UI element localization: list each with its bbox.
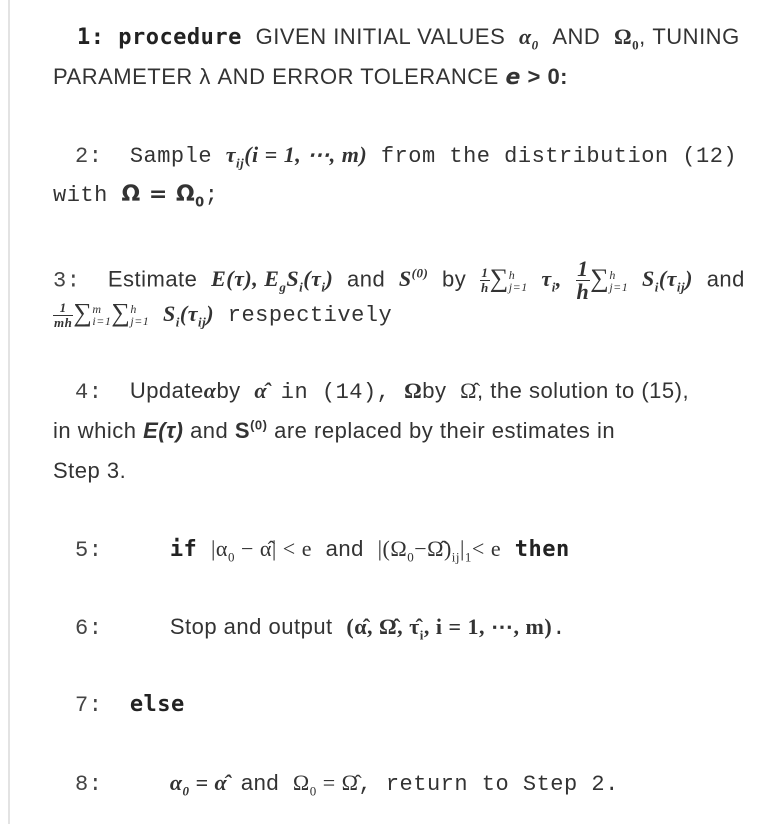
step-1-line-2 (53, 64, 568, 90)
s0-symbol-2: $S^{(0)}$ (234, 417, 268, 443)
step-4-in-which: in which (53, 418, 137, 443)
step-4-update: Update (129, 378, 204, 403)
left-border-rule (8, 0, 10, 824)
fraction-1-over-h: $\frac{1}{h}$ (481, 265, 489, 295)
step-3-line-2 (53, 298, 392, 330)
omega0-assignment: $\Omega_0$ = Ω̂ (292, 770, 359, 799)
step-8-return-text: , return to Step 2. (358, 772, 619, 797)
procedure-keyword: procedure (118, 25, 242, 50)
step-2-with: with (53, 183, 108, 208)
alpha-diff-condition: $|\alpha_0$ − α̂| < e (211, 536, 312, 565)
sum-2-limits: h j=1 (609, 267, 629, 294)
step-2-number: 2: (75, 144, 103, 169)
step-2-sample-text: Sample (129, 144, 213, 169)
step-8-number: 8: (75, 772, 103, 797)
step-2-line-2 (53, 182, 219, 211)
step-3-comma: , (555, 266, 562, 292)
sum-3-limits: m i=1 (92, 302, 112, 329)
step-4-step3-ref: Step 3. (53, 458, 127, 483)
step-5-and: and (325, 536, 364, 561)
omega-assignment: $\Omega = \Omega_0$ (121, 182, 205, 211)
step-7-line (75, 692, 185, 718)
step-4-by-1: by (216, 378, 241, 403)
step-3-and-1: and (347, 266, 386, 292)
step-1-number: 1: (77, 25, 105, 50)
sum-1-limits: h j=1 (508, 267, 528, 294)
step-1-text: GIVEN INITIAL VALUES (255, 24, 506, 49)
step-6-line (75, 614, 566, 641)
step-5-number: 5: (75, 538, 103, 563)
step-4-solution-text: , the solution to (15), (477, 378, 690, 403)
sum-symbol-1: ∑ (489, 263, 509, 293)
tolerance-symbol: e (505, 65, 521, 90)
expectation-expr: E(τ), $E_gS_i(\tau_i)$ (211, 266, 334, 295)
step-1-tuning: , TUNING (639, 24, 740, 49)
sum-symbol-3: ∑ (73, 298, 93, 327)
step-6-period: . (552, 616, 566, 641)
e-tau-symbol: E(τ) (143, 418, 184, 443)
step-8-line (75, 770, 619, 797)
step-3-estimate: Estimate (107, 266, 198, 292)
step-4-in-14: in (14), (280, 380, 391, 405)
step-3-by: by (442, 266, 467, 292)
omega0-symbol: $\Omega_0$ (614, 24, 640, 53)
step-4-line-1 (75, 378, 689, 405)
step-3-respectively: respectively (227, 303, 393, 328)
sum-4-limits: h j=1 (130, 302, 150, 329)
output-tuple: (α̂, Ω̂, $\taû_i$, i = 1, ⋯, m) (346, 614, 553, 643)
step-3-and-2: and (706, 266, 745, 292)
step-8-and: and (240, 770, 280, 795)
step-4-replaced-text: are replaced by their estimates in (274, 418, 616, 443)
step-6-stop-text: Stop and output (169, 614, 333, 639)
else-keyword: else (129, 692, 185, 717)
fraction-2-over-h: $\frac{1}{h}$ (576, 256, 590, 304)
step-4-by-2: by (422, 378, 447, 403)
fraction-1-over-mh: $\frac{1}{mh}$ (54, 299, 73, 330)
tau-i-symbol: $\tau_i$ (541, 266, 556, 295)
alpha-symbol: α (203, 378, 217, 403)
step-2-distribution-text: from the distribution (12) (380, 144, 738, 169)
if-keyword: if (169, 537, 198, 562)
s-i-tau-ij: $S_i(\tau_{ij})$ (641, 266, 693, 295)
step-1-and: AND (552, 24, 601, 49)
step-7-number: 7: (75, 693, 103, 718)
then-keyword: then (514, 537, 570, 562)
step-2-line-1 (75, 142, 737, 169)
alpha0-symbol: $\alpha_0$ (518, 24, 539, 53)
alpha-hat-symbol: α̂ (254, 378, 268, 403)
s0-symbol: $S^{(0)}$ (398, 265, 429, 292)
step-4-and: and (190, 418, 229, 443)
s-i-tau-ij-2: $S_i(\tau_{ij})$ (163, 301, 215, 330)
step-4-line-2 (53, 418, 615, 444)
omega-diff-condition: $|(\Omega_0-\Omegâ)_{ij}|_1< e$ (377, 536, 502, 565)
sum-symbol-2: ∑ (590, 263, 610, 293)
step-2-semicolon: ; (204, 183, 219, 208)
tau-ij-symbol: $\tau_{ij}$ (225, 142, 245, 171)
step-3-number: 3: (53, 268, 81, 294)
tolerance-condition: > 0: (527, 64, 569, 89)
step-5-line (75, 536, 570, 563)
step-1-line-1 (77, 24, 740, 51)
alpha0-assignment: $\alpha_0$ = α̂ (169, 770, 228, 799)
step-3-line-1 (53, 258, 745, 303)
step-4-line-3 (53, 458, 126, 485)
index-range: (i = 1, ⋯, m) (244, 142, 368, 167)
step-4-number: 4: (75, 380, 103, 405)
sum-symbol-4: ∑ (111, 298, 131, 327)
step-6-number: 6: (75, 616, 103, 641)
omega-symbol: Ω (404, 378, 423, 403)
step-1-parameter-text: PARAMETER λ AND ERROR TOLERANCE (53, 64, 499, 89)
omega-hat-symbol: Ω̂ (460, 378, 478, 403)
